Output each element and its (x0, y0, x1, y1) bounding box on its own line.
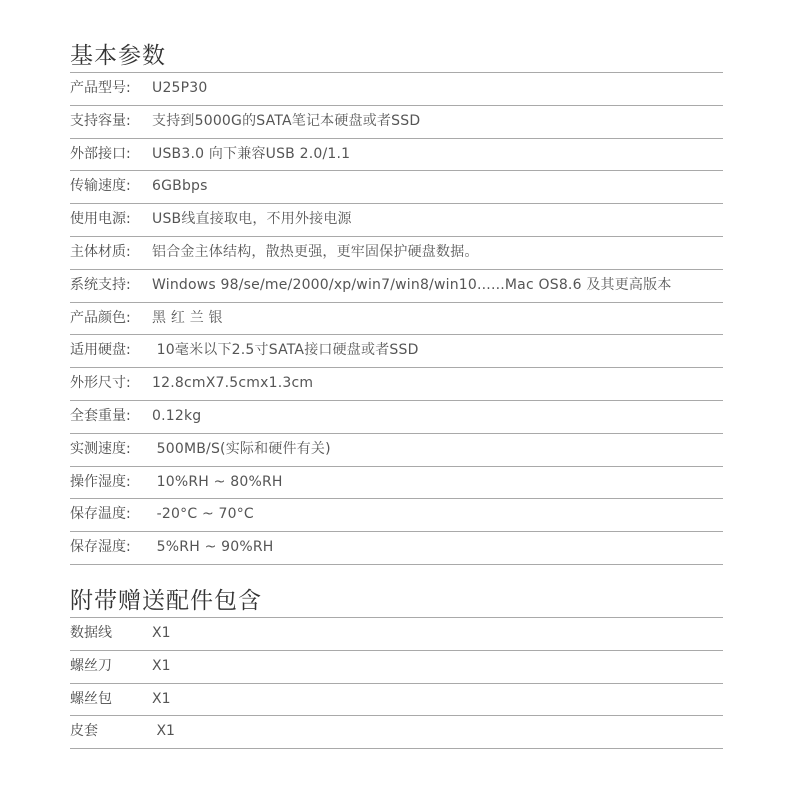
spec-row (70, 532, 723, 565)
spec-row (70, 303, 723, 336)
spec-row (70, 171, 723, 204)
spec-row (70, 499, 723, 532)
spec-label: 保存温度: (70, 506, 131, 523)
accessory-row (70, 716, 723, 749)
spec-label: 实测速度: (70, 440, 131, 457)
spec-value: 5%RH ~ 90%RH (152, 539, 274, 556)
spec-label: 全套重量: (70, 407, 131, 424)
accessories-section (70, 585, 723, 749)
spec-label: 外形尺寸: (70, 375, 131, 392)
spec-section-title: 基本参数 (70, 40, 723, 73)
spec-label: 产品型号: (70, 80, 131, 96)
spec-row (70, 401, 723, 434)
spec-label: 保存湿度: (70, 539, 131, 556)
spec-value: 支持到5000G的SATA笔记本硬盘或者SSD (152, 112, 421, 129)
accessory-label: 螺丝刀 (70, 657, 112, 674)
accessory-label: 螺丝包 (70, 690, 112, 707)
spec-row (70, 204, 723, 237)
spec-value: 12.8cmX7.5cmx1.3cm (152, 375, 314, 392)
spec-row (70, 106, 723, 139)
spec-row (70, 434, 723, 467)
spec-value: 10%RH ~ 80%RH (152, 473, 283, 490)
spec-label: 支持容量: (70, 112, 131, 129)
spec-label: 产品颜色: (70, 309, 131, 326)
spec-value: U25P30 (152, 80, 208, 96)
spec-value: USB3.0 向下兼容USB 2.0/1.1 (152, 145, 351, 162)
spec-label: 适用硬盘: (70, 342, 131, 359)
spec-label: 外部接口: (70, 145, 131, 162)
accessory-label: 数据线 (70, 625, 112, 641)
accessory-quantity: X1 (152, 723, 175, 740)
spec-row (70, 139, 723, 172)
spec-value: 铝合金主体结构，散热更强，更牢固保护硬盘数据。 (152, 243, 479, 260)
accessory-quantity: X1 (152, 625, 171, 641)
spec-label: 主体材质: (70, 243, 131, 260)
spec-row (70, 73, 723, 106)
spec-row (70, 335, 723, 368)
spec-value: 0.12kg (152, 407, 202, 424)
accessory-row (70, 618, 723, 651)
spec-row (70, 237, 723, 270)
spec-label: 操作湿度: (70, 473, 131, 490)
spec-value: Windows 98/se/me/2000/xp/win7/win8/win10......Mac OS8.6 及其更高版本 (152, 276, 672, 293)
spec-value: 500MB/S(实际和硬件有关) (152, 440, 331, 457)
spec-label: 系统支持: (70, 276, 131, 293)
spec-row (70, 270, 723, 303)
spec-section (70, 40, 723, 565)
accessories-section-title: 附带赠送配件包含 (70, 585, 723, 618)
accessory-row (70, 651, 723, 684)
accessory-quantity: X1 (152, 657, 171, 674)
spec-value: 黑 红 兰 银 (152, 309, 223, 326)
spec-value: 10毫米以下2.5寸SATA接口硬盘或者SSD (152, 342, 419, 359)
accessory-label: 皮套 (70, 723, 98, 740)
accessory-quantity: X1 (152, 690, 171, 707)
accessory-row (70, 684, 723, 717)
spec-row (70, 467, 723, 500)
spec-value: 6GBbps (152, 178, 208, 195)
spec-value: -20°C ~ 70°C (152, 506, 254, 523)
spec-row (70, 368, 723, 401)
spec-label: 传输速度: (70, 178, 131, 195)
spec-value: USB线直接取电，不用外接电源 (152, 211, 352, 228)
spec-label: 使用电源: (70, 211, 131, 228)
